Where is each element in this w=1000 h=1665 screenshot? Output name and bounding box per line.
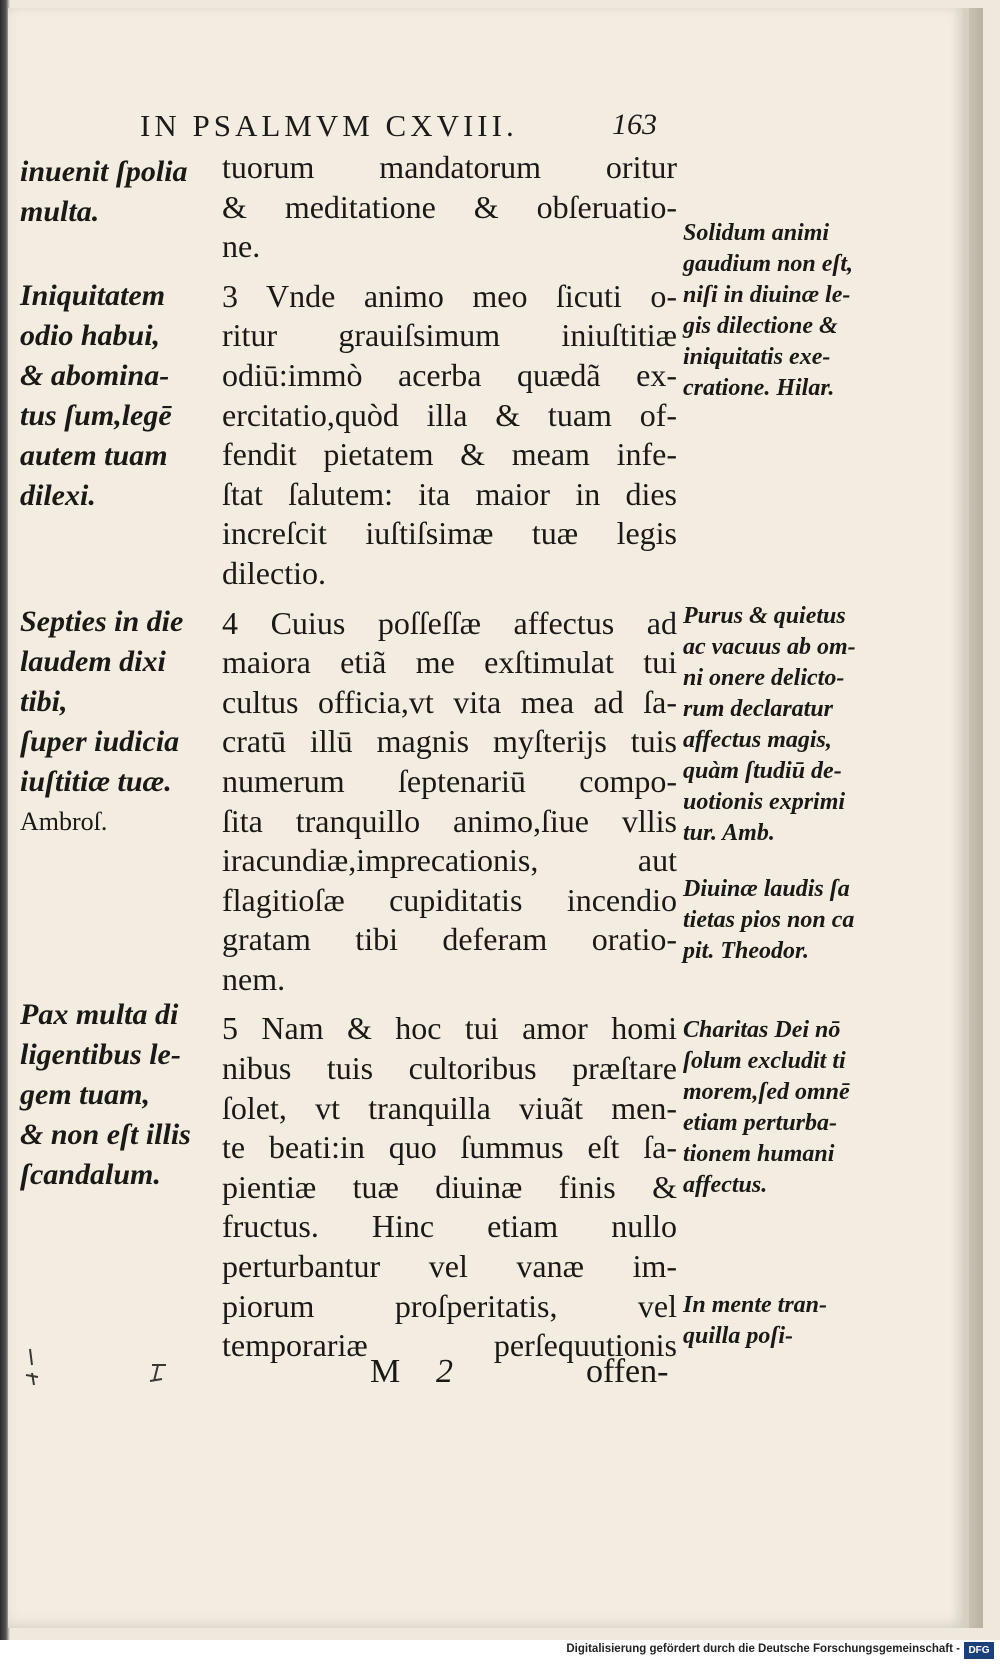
text-line: nem.: [222, 960, 286, 997]
note-line: quilla poſi-: [683, 1323, 794, 1349]
text-line: ſtat ſalutem: ita maior in dies: [222, 475, 677, 512]
text-line: temporariæ perſequutionis: [222, 1327, 677, 1364]
note-line: Charitas Dei nō: [683, 1017, 841, 1043]
text-line: flagitioſæ cupiditatis incendio: [222, 881, 677, 918]
text-line: 3 Vnde animo meo ſicuti o-: [222, 277, 677, 314]
note-line: cratione. Hilar.: [683, 375, 835, 401]
main-text-block: [222, 148, 677, 1366]
footer-bar: [0, 1640, 1000, 1665]
right-note-in-mente: [683, 1290, 888, 1352]
note-line: niſi in diuinæ le-: [683, 282, 851, 308]
text-line: ritur grauiſsimum iniuſtitiæ: [222, 317, 677, 354]
note-line: Purus & quietus: [683, 603, 846, 629]
note-line: tibi,: [20, 685, 68, 718]
signature-mark: M: [370, 1353, 401, 1390]
note-line: inuenit ſpolia: [20, 155, 188, 188]
text-line: dilectio.: [222, 554, 326, 591]
note-line: gem tuam,: [20, 1078, 151, 1111]
text-line: & meditatione & obſeruatio-: [222, 188, 677, 225]
note-source: Ambroſ.: [20, 807, 108, 836]
note-line: & non eſt illis: [20, 1118, 191, 1151]
note-line: dilexi.: [20, 479, 96, 512]
text-line: iracundiæ,imprecationis, aut: [222, 842, 677, 879]
note-line: morem,ſed omnē: [683, 1079, 850, 1105]
text-line: increſcit iuſtiſsimæ tuæ legis: [222, 515, 677, 552]
text-line: cultus officia,vt vita mea ad ſa-: [222, 683, 677, 720]
note-line: gaudium non eſt,: [683, 251, 854, 277]
text-line: te beati:in quo ſummus eſt ſa-: [222, 1129, 677, 1166]
note-line: In mente tran-: [683, 1292, 828, 1318]
note-line: autem tuam: [20, 439, 168, 472]
note-line: affectus magis,: [683, 727, 832, 753]
left-note-inuenit: [20, 152, 220, 232]
note-line: pit. Theodor.: [683, 938, 810, 964]
page-number: 163: [612, 108, 657, 141]
running-head: IN PSALMVM CXVIII.: [140, 108, 518, 143]
text-line: numerum ſeptenariū compo-: [222, 762, 677, 799]
note-line: ſuper iudicia: [20, 725, 180, 758]
text-line: maiora etiã me exſtimulat tui: [222, 644, 677, 681]
text-line: piorum proſperitatis, vel: [222, 1287, 677, 1324]
right-note-charitas: [683, 1015, 888, 1201]
note-line: iniquitatis exe-: [683, 344, 831, 370]
note-line: ni onere delicto-: [683, 665, 845, 691]
text-line: 5 Nam & hoc tui amor homi: [222, 1010, 677, 1047]
text-line: 4 Cuius poſſeſſæ affectus ad: [222, 604, 677, 641]
text-line: ſita tranquillo animo,ſiue vllis: [222, 802, 677, 839]
note-line: Diuinæ laudis ſa: [683, 876, 850, 902]
note-line: etiam perturba-: [683, 1110, 837, 1136]
dfg-logo: DFG: [964, 1642, 994, 1659]
right-note-solidum: [683, 218, 888, 404]
text-line: ercitatio,quòd illa & tuam of-: [222, 396, 677, 433]
text-line: ne.: [222, 228, 261, 265]
right-note-diuinae: [683, 874, 888, 967]
note-line: tionem humani: [683, 1141, 835, 1167]
note-line: ſcandalum.: [20, 1158, 161, 1191]
note-line: quàm ſtudiū de-: [683, 758, 842, 784]
catchword: offen-: [586, 1353, 669, 1390]
note-line: Pax multa di: [20, 998, 179, 1031]
text-line: pientiæ tuæ diuinæ finis &: [222, 1168, 677, 1205]
text-line: perturbantur vel vanæ im-: [222, 1248, 677, 1285]
note-line: rum declaratur: [683, 696, 834, 722]
note-line: Solidum animi: [683, 220, 830, 246]
note-line: ac vacuus ab om-: [683, 634, 856, 660]
left-note-iniquitatem: [20, 276, 220, 516]
text-line: ſolet, vt tranquilla viuãt men-: [222, 1089, 677, 1126]
text-line: cratū illū magnis myſterijs tuis: [222, 723, 677, 760]
note-line: tus ſum,legē: [20, 399, 172, 432]
left-note-septies: [20, 602, 220, 842]
note-line: gis dilectione &: [683, 313, 838, 339]
note-line: odio habui,: [20, 319, 161, 352]
text-line: odiū:immò acerba quædã ex-: [222, 356, 677, 393]
note-line: uotionis exprimi: [683, 789, 846, 815]
signature-number: 2: [436, 1353, 453, 1390]
note-line: laudem dixi: [20, 645, 166, 678]
note-line: ligentibus le-: [20, 1038, 181, 1071]
right-note-purus: [683, 601, 888, 849]
ink-marks: [22, 1345, 172, 1395]
text-line: fructus. Hinc etiam nullo: [222, 1208, 677, 1245]
note-line: multa.: [20, 195, 100, 228]
text-line: gratam tibi deferam oratio-: [222, 921, 677, 958]
text-line: fendit pietatem & meam infe-: [222, 436, 677, 473]
note-line: & abomina-: [20, 359, 170, 392]
note-line: Iniquitatem: [20, 279, 166, 312]
note-line: tietas pios non ca: [683, 907, 855, 933]
note-line: Septies in die: [20, 605, 184, 638]
left-note-pax: [20, 995, 220, 1195]
note-line: affectus.: [683, 1172, 768, 1198]
note-line: iuſtitiæ tuæ.: [20, 765, 172, 798]
note-line: ſolum excludit ti: [683, 1048, 846, 1074]
text-line: tuorum mandatorum oritur: [222, 149, 677, 185]
text-line: nibus tuis cultoribus præſtare: [222, 1050, 677, 1087]
funding-credit: Digitalisierung gefördert durch die Deutsche Forschungsgemeinschaft -: [566, 1643, 960, 1655]
note-line: tur. Amb.: [683, 820, 775, 846]
